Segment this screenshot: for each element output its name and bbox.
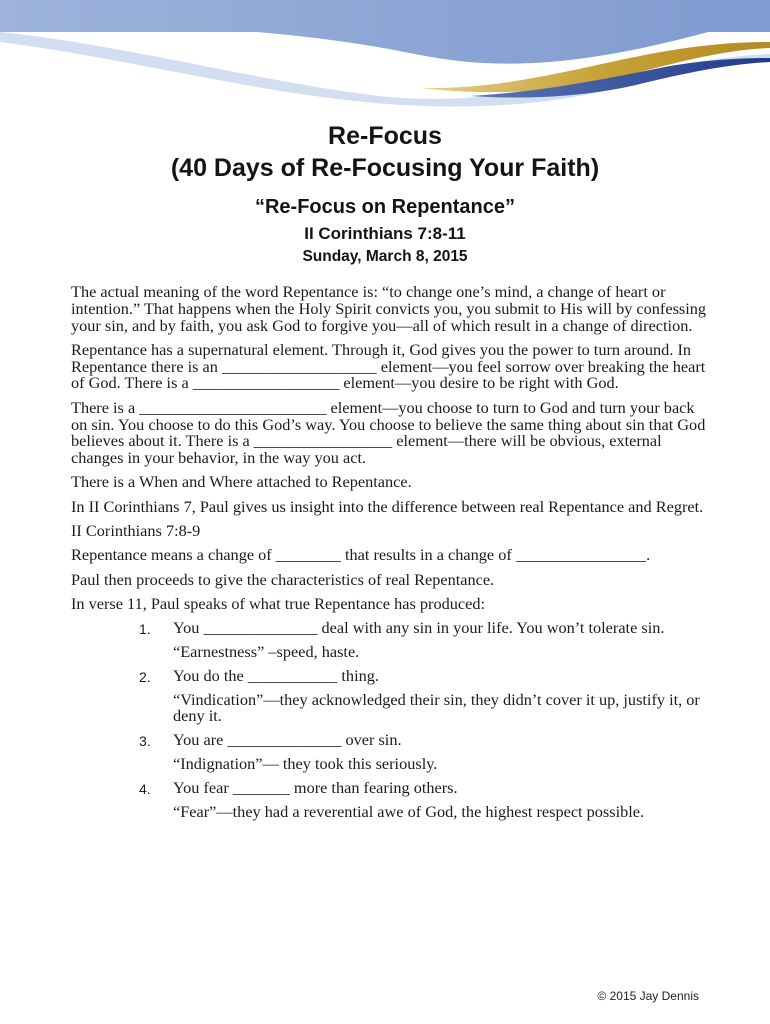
list-number: 2. xyxy=(139,668,151,685)
list-item-note: “Indignation”— they took this seriously. xyxy=(173,754,438,774)
list-item xyxy=(139,665,711,685)
list-item-note: “Fear”—they had a reverential awe of God, the highest respect possible. xyxy=(173,801,645,821)
paragraph: Repentance means a change of ________ that results in a change of ________________. xyxy=(71,545,651,565)
title-block xyxy=(0,120,770,268)
paragraph: II Corinthians 7:8-9 xyxy=(71,521,201,541)
paragraph: There is a When and Where attached to Repentance. xyxy=(71,472,412,492)
list-item-note: “Earnestness” –speed, haste. xyxy=(173,642,360,662)
paragraph: In II Corinthians 7, Paul gives us insight into the difference between real Repentance and Regret. xyxy=(71,496,704,516)
page-title: Re-Focus xyxy=(328,122,442,150)
sermon-notes xyxy=(71,284,711,827)
header-banner xyxy=(0,0,770,112)
copyright-footer: © 2015 Jay Dennis xyxy=(597,989,699,1003)
list-item-text: You are ______________ over sin. xyxy=(173,730,402,750)
paragraph: Paul then proceeds to give the characteristics of real Repentance. xyxy=(71,569,495,589)
list-number: 4. xyxy=(139,780,151,797)
list-item-text: You ______________ deal with any sin in your life. You won’t tolerate sin. xyxy=(173,618,665,638)
page-subtitle: (40 Days of Re-Focusing Your Faith) xyxy=(170,154,600,182)
characteristics-list xyxy=(139,620,711,820)
scripture-reference: II Corinthians 7:8-11 xyxy=(304,224,466,243)
paragraph: The actual meaning of the word Repentance is: “to change one’s mind, a change of heart or intention.” That happens when the Holy Spirit convicts you, you submit to His will by confessing your sin, and by faith, you ask God to forgive you—all of which result in a change of direction. xyxy=(71,282,707,335)
list-item xyxy=(139,777,711,797)
list-item xyxy=(139,620,711,637)
list-item-text: You do the ___________ thing. xyxy=(173,665,379,685)
list-item-text: You fear _______ more than fearing others. xyxy=(173,777,458,797)
sermon-date: Sunday, March 8, 2015 xyxy=(302,248,468,265)
paragraph: Repentance has a supernatural element. Through it, God gives you the power to turn around. In Repentance there is an ___________________ element—you feel sorrow over breaking the heart of God. There is a __________________ element—you desire to be right with God. xyxy=(71,339,706,393)
list-number: 3. xyxy=(139,733,151,750)
list-number: 1. xyxy=(139,621,151,638)
list-item xyxy=(139,732,711,749)
list-item-note: “Vindication”—they acknowledged their sin, they didn’t cover it up, justify it, or deny it. xyxy=(173,689,700,726)
paragraph: In verse 11, Paul speaks of what true Repentance has produced: xyxy=(71,593,485,613)
paragraph: There is a _______________________ element—you choose to turn to God and turn your back on sin. You choose to do this God’s way. You choose to believe the same thing about sin that God believes about it. There is a _________________ element—there will be obvious, external changes in your behavior, in the way you act. xyxy=(71,397,706,468)
sermon-title: “Re-Focus on Repentance” xyxy=(254,196,516,218)
